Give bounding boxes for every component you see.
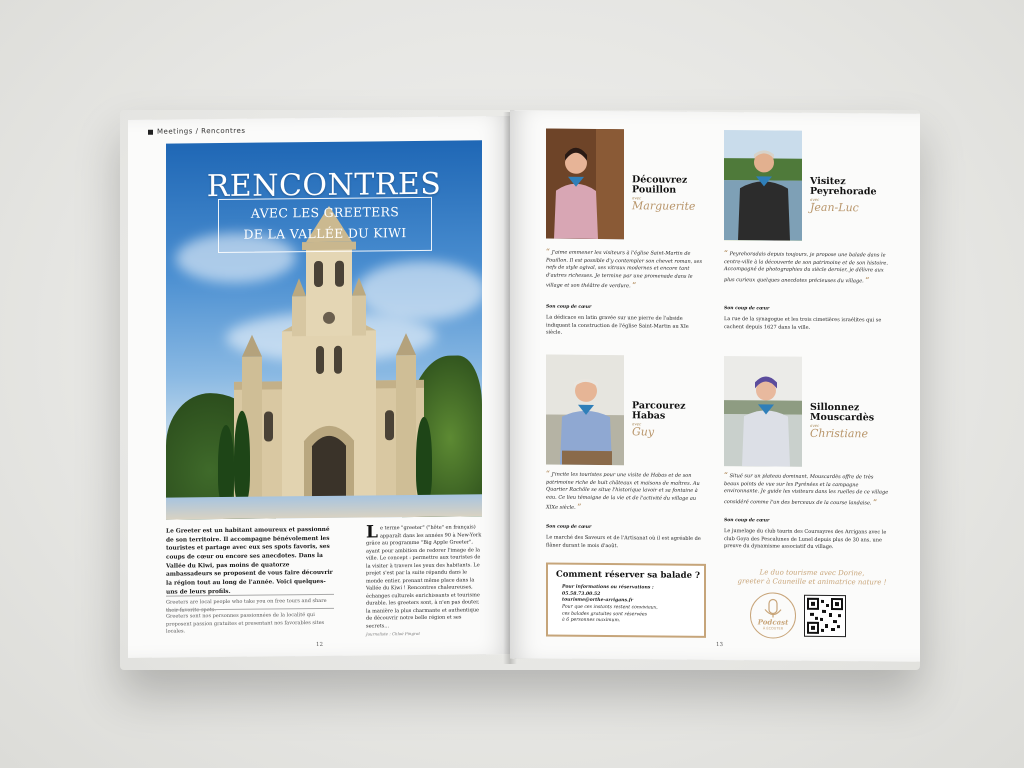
profile-title-line1: Visitez [810, 175, 846, 188]
profile-title-1 [632, 175, 695, 213]
profile-name: Jean-Luc [810, 201, 859, 215]
profile-title-line1: Sillonnez [810, 401, 860, 414]
qr-code-icon [805, 596, 845, 636]
profile-quote-1 [546, 247, 706, 292]
drop-cap: L [366, 522, 378, 543]
profile-title-4 [810, 403, 874, 441]
coup-label-1: Son coup de cœur [546, 304, 592, 310]
coup-text-1: La dédicace en latin gravée sur une pierre de l'abside indiquant la construction de l'église Saint-Martin au XIe siècle. [546, 314, 689, 336]
quote-open-icon: “ [546, 468, 551, 478]
left-page [128, 116, 510, 658]
quote-close-icon: ” [873, 496, 878, 506]
quote-text: J'aime emmener les visiteurs à l'église Saint-Martin de Pouillon. Il est possible d'y contempler son chevet roman, ses nefs de style ogival, ses vitraux modernes et encore tant d'autres richesses. Je termine par une promenade dans le village et son théâtre de verdure. [546, 249, 703, 290]
church-photo [166, 140, 482, 519]
coup-label-4: Son coup de cœur [724, 518, 770, 524]
reservation-line: Pour informations ou réservations : [562, 584, 654, 591]
section-label-text: Meetings / Rencontres [157, 126, 246, 136]
profile-name: Marguerite [632, 199, 696, 214]
profile-photo-jeanluc [724, 130, 802, 241]
cypress-tree [234, 411, 250, 503]
coup-label-3: Son coup de cœur [546, 524, 592, 530]
podcast-logo[interactable] [750, 592, 796, 638]
reservation-line: à 6 personnes maximum. [562, 617, 621, 624]
ground [166, 494, 482, 519]
quote-close-icon: ” [577, 501, 582, 511]
profile-title-line1: Découvrez [632, 174, 688, 186]
intro-english: Greeters are local people who take you on free tours and share their favorite spots. [166, 594, 334, 615]
quote-open-icon: “ [724, 470, 729, 480]
podcast-tagline [724, 568, 900, 588]
podcast-logo-sub: À ÉCOUTER [762, 626, 784, 631]
profile-title-line2: Pouillon [632, 184, 677, 197]
qr-code[interactable] [804, 595, 846, 637]
square-icon [148, 129, 153, 134]
coup-text-3: Le marché des Saveurs et de l'Artisanat où il est agréable de flâner durant le mois d'août. [546, 534, 701, 549]
page-number: 12 [316, 641, 323, 649]
reservation-phone[interactable]: 05.58.73.00.52 [562, 591, 601, 597]
quote-close-icon: ” [632, 280, 637, 290]
intro-text: Le Greeter est un habitant amoureux et passionné de son territoire. Il accompagne bénévolement les touristes et partage avec eux ses spots favoris, ses coups de cœur ou encore ses anecdotes. Dans la Vallée du Kiwi, pas moins de quatorze ambassadeurs se proposent de vous faire découvrir la région tout au long de l'année. Voici quelques-uns de leurs profils. [166, 526, 333, 596]
profile-photo-guy [546, 355, 624, 466]
journalist-credit: Journaliste : Chloé Pingrot [366, 630, 420, 637]
intro-translation: Greeters sont nos personnes passionnées de la localité qui proposent passion gratuites et presentant nos favorables sites locales. [166, 608, 334, 636]
quote-text: Peyrehoradais depuis toujours, je propose une balade dans le centre-ville à la découverte de son patrimoine et de son histoire. Accompagné de photographies du siècle dernier, je délivre aux plus curieux quelques anecdotes précieuses du village. [724, 251, 888, 284]
profile-title-line2: Habas [632, 410, 666, 423]
profile-title-3 [632, 401, 686, 439]
quote-text: J'incite les touristes pour une visite de Habas et de son patrimoine riche de huit châteaux et maisons de maîtres. Au Quartier Rachôle se situe l'historique lavoir et sa fontaine à eau. Ce lieu témoigne de la vie et de l'activité du village au XIXe siècle. [546, 471, 700, 511]
profile-avec: avec [810, 196, 820, 202]
quote-open-icon: “ [724, 248, 729, 258]
section-label [148, 127, 245, 136]
coup-label-2: Son coup de cœur [724, 306, 770, 312]
title-sub-line1: AVEC LES GREETERS [250, 204, 400, 221]
podcast-tagline-line1: Le duo tourisme avec Dorine, [759, 568, 865, 578]
title-sub-line2: DE LA VALLÉE DU KIWI [243, 225, 407, 242]
profile-title-2 [810, 177, 877, 215]
profile-avec: avec [810, 422, 820, 428]
reservation-box [546, 563, 706, 638]
person-jeanluc [724, 130, 802, 241]
reservation-line: ces balades gratuites sont réservées [562, 611, 647, 618]
coup-text-4: Le jumelage du club taurin des Coursayres des Arrigans avec le club Goya des Pescalunes de Lunel depuis plus de 30 ans, une preuve du dynamisme associatif du village. [724, 528, 887, 551]
profile-name: Guy [632, 425, 655, 439]
profile-quote-4 [724, 470, 890, 507]
profile-title-line2: Mouscardès [810, 412, 875, 424]
cypress-tree [416, 417, 432, 501]
coup-text-2: La rue de la synagogue et les trois cimetières israélites qui se cachent depuis 1627 dans la ville. [724, 316, 882, 331]
profile-avec: avec [632, 195, 642, 201]
person-guy [546, 355, 624, 466]
podcast-tagline-line2: greeter à Cauneille et animatrice nature ! [737, 577, 887, 587]
reservation-details [562, 585, 658, 626]
profile-name: Christiane [810, 427, 869, 441]
article-text: e terme "greeter" ("hôte" en français) apparaît dans les années 90 à New-York grâce au programme "Big Apple Greeter", ayant pour ambition de redorer l'image de la ville. Le concept : permettre aux touristes de la visiter à travers les yeux des habitants. Le projet s'est par la suite répandu dans le monde entier, prenant même place dans la Vallée du Kiwi ! Rencontres chaleureuses, échanges culturels enrichissants et tourisme durable, les greeters sont, à n'en pas douter, la manière la plus charmante et authentique de découvrir notre belle région et ses secrets… [366, 524, 482, 630]
person-christiane [724, 356, 802, 467]
cypress-tree [218, 425, 234, 503]
quote-open-icon: “ [546, 246, 551, 256]
profile-photo-christiane [724, 356, 802, 467]
profile-title-line2: Peyrehorade [810, 186, 877, 198]
profile-photo-marguerite [546, 129, 624, 240]
person-marguerite [546, 129, 624, 240]
profile-avec: avec [632, 421, 642, 427]
title-main: RENCONTRES [206, 166, 442, 205]
profile-quote-3 [546, 469, 706, 514]
profile-title-line1: Parcourez [632, 400, 686, 412]
article-column [366, 524, 482, 630]
reservation-title: Comment réserver sa balade ? [556, 569, 700, 581]
title-box [218, 197, 432, 253]
reservation-email[interactable]: tourisme@orthe-arrigans.fr [562, 597, 634, 604]
right-page [510, 110, 920, 662]
profile-quote-2 [724, 248, 890, 285]
reservation-line: Pour que ces instants restent conviviaux, [562, 604, 658, 611]
quote-text: Situé sur un plateau dominant, Mouscardès offre de très beaux points de vue sur les Pyrénées et la campagne environnante. Je guide les visiteurs dans les ruelles de ce village considéré comme l'un des berceaux de la course landaise. [724, 473, 889, 506]
quote-close-icon: ” [865, 274, 870, 284]
podcast-logo-word: Podcast [757, 617, 789, 627]
page-number: 13 [716, 642, 723, 649]
microphone-icon [751, 593, 795, 637]
